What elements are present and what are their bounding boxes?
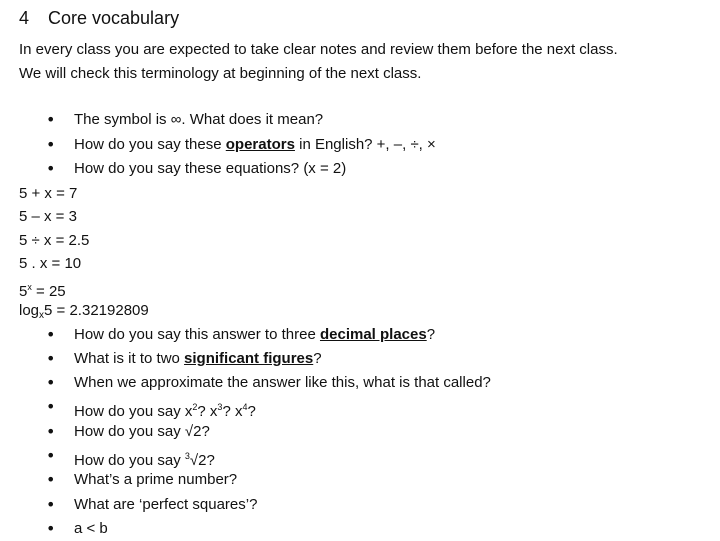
question-powers-pre: How do you say x — [74, 403, 192, 420]
question-equations: How do you say these equations? (x = 2) — [74, 160, 346, 177]
list-item — [19, 468, 720, 492]
intro-paragraph — [19, 38, 720, 86]
question-decimal-post: ? — [427, 326, 435, 343]
question-operators-post: in English? +, –, ÷, × — [295, 136, 436, 153]
question-approximate: When we approximate the answer like this, what is that called? — [74, 374, 491, 391]
root-index-3: 3 — [185, 451, 190, 461]
section-heading — [19, 8, 720, 30]
list-item — [19, 108, 720, 133]
log-word: log — [19, 302, 39, 319]
equation-divide: 5 ÷ x = 2.5 — [19, 229, 720, 253]
log-rest: 5 = 2.32192809 — [44, 302, 149, 319]
question-sigfig-pre: What is it to two — [74, 350, 184, 367]
list-item — [19, 395, 720, 419]
power-base: 5 — [19, 283, 27, 300]
section-title: Core vocabulary — [48, 8, 179, 29]
list-item — [19, 157, 720, 182]
equation-list — [19, 182, 720, 323]
list-item — [19, 420, 720, 444]
keyword-decimal-places: decimal places — [320, 326, 427, 343]
list-item — [19, 347, 720, 371]
question-square-root: How do you say √2? — [74, 423, 210, 440]
exponent-2: 2 — [192, 402, 197, 412]
question-perfect-squares: What are ‘perfect squares’? — [74, 496, 257, 513]
list-item — [19, 323, 720, 347]
exponent-3: 3 — [217, 402, 222, 412]
question-cube-root-pre: How do you say — [74, 452, 185, 469]
power-rest: = 25 — [32, 283, 66, 300]
question-powers-post: ? — [247, 403, 255, 420]
question-infinity: The symbol is ∞. What does it mean? — [74, 111, 323, 128]
equation-power — [19, 276, 720, 300]
question-powers-mid-1: ? x — [197, 403, 217, 420]
log-base: x — [39, 310, 44, 321]
equation-multiply: 5 . x = 10 — [19, 252, 720, 276]
equation-log — [19, 299, 720, 323]
question-less-than: a < b — [74, 520, 108, 537]
list-item — [19, 371, 720, 395]
question-list-top — [19, 108, 720, 182]
question-powers-mid-2: ? x — [222, 403, 242, 420]
power-exponent: x — [27, 282, 32, 292]
question-list-bottom — [19, 323, 720, 541]
question-prime: What’s a prime number? — [74, 471, 237, 488]
intro-line-2: We will check this terminology at beginning of the next class. — [19, 65, 421, 82]
question-sigfig-post: ? — [313, 350, 321, 367]
list-item — [19, 493, 720, 517]
list-item — [19, 517, 720, 541]
exponent-4: 4 — [242, 402, 247, 412]
question-operators-pre: How do you say these — [74, 136, 226, 153]
keyword-significant-figures: significant figures — [184, 350, 313, 367]
question-cube-root-post: √2? — [190, 452, 215, 469]
keyword-operators: operators — [226, 136, 295, 153]
equation-add: 5 + x = 7 — [19, 182, 720, 206]
blank-line — [19, 86, 720, 108]
list-item — [19, 133, 720, 158]
section-number: 4 — [19, 8, 48, 29]
intro-line-1: In every class you are expected to take clear notes and review them before the next class. — [19, 41, 618, 58]
question-decimal-pre: How do you say this answer to three — [74, 326, 320, 343]
equation-subtract: 5 – x = 3 — [19, 205, 720, 229]
list-item — [19, 444, 720, 468]
